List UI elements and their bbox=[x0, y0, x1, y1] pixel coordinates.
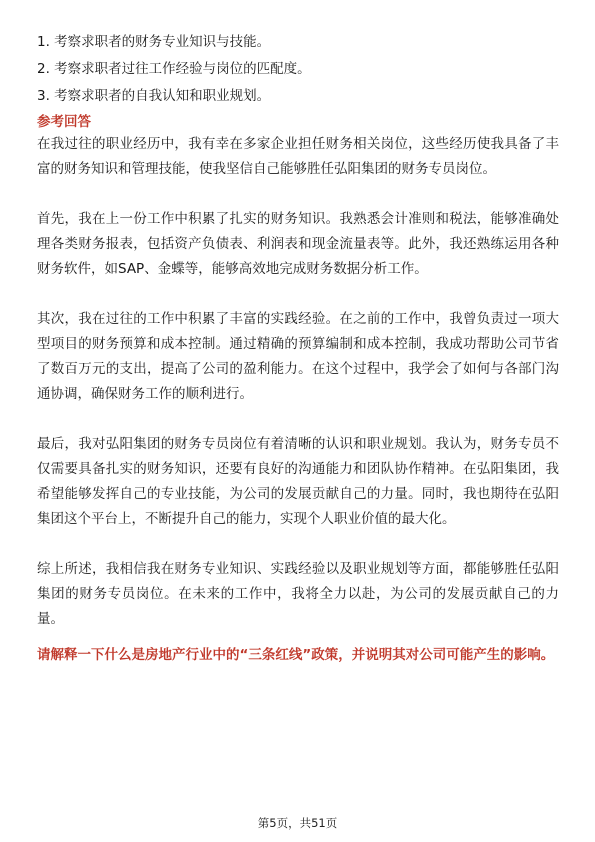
evaluation-point-2: 2. 考察求职者过往工作经验与岗位的匹配度。 bbox=[37, 61, 311, 77]
answer-body bbox=[37, 132, 559, 632]
answer-heading: 参考回答 bbox=[37, 114, 91, 130]
page-number-label: 第5页，共51页 bbox=[257, 816, 338, 830]
next-question: 请解释一下什么是房地产行业中的“三条红线”政策，并说明其对公司可能产生的影响。 bbox=[37, 647, 555, 663]
evaluation-point-1: 1. 考察求职者的财务专业知识与技能。 bbox=[37, 34, 271, 50]
evaluation-points-list bbox=[37, 31, 559, 107]
answer-paragraph-first: 首先，我在上一份工作中积累了扎实的财务知识。我熟悉会计准则和税法，能够准确处理各类财务报表，包括资产负债表、利润表和现金流量表等。此外，我还熟练运用各种财务软件，如SAP、金蝶等，能够高效地完成财务数据分析工作。 bbox=[37, 211, 559, 277]
answer-paragraph-second: 其次，我在过往的工作中积累了丰富的实践经验。在之前的工作中，我曾负责过一项大型项目的财务预算和成本控制。通过精确的预算编制和成本控制，我成功帮助公司节省了数百万元的支出，提高了公司的盈利能力。在这个过程中，我学会了如何与各部门沟通协调，确保财务工作的顺利进行。 bbox=[37, 311, 559, 402]
answer-paragraph-conclusion: 综上所述，我相信我在财务专业知识、实践经验以及职业规划等方面，都能够胜任弘阳集团的财务专员岗位。在未来的工作中，我将全力以赴，为公司的发展贡献自己的力量。 bbox=[37, 561, 559, 627]
page-footer bbox=[0, 815, 595, 831]
answer-paragraph-intro: 在我过往的职业经历中，我有幸在多家企业担任财务相关岗位，这些经历使我具备了丰富的财务知识和管理技能，使我坚信自己能够胜任弘阳集团的财务专员岗位。 bbox=[37, 136, 559, 177]
evaluation-point-3: 3. 考察求职者的自我认知和职业规划。 bbox=[37, 88, 271, 104]
page-content bbox=[37, 31, 559, 664]
answer-paragraph-last: 最后，我对弘阳集团的财务专员岗位有着清晰的认识和职业规划。我认为，财务专员不仅需要具备扎实的财务知识，还要有良好的沟通能力和团队协作精神。在弘阳集团，我希望能够发挥自己的专业技能，为公司的发展贡献自己的力量。同时，我也期待在弘阳集团这个平台上，不断提升自己的能力，实现个人职业价值的最大化。 bbox=[37, 436, 559, 527]
